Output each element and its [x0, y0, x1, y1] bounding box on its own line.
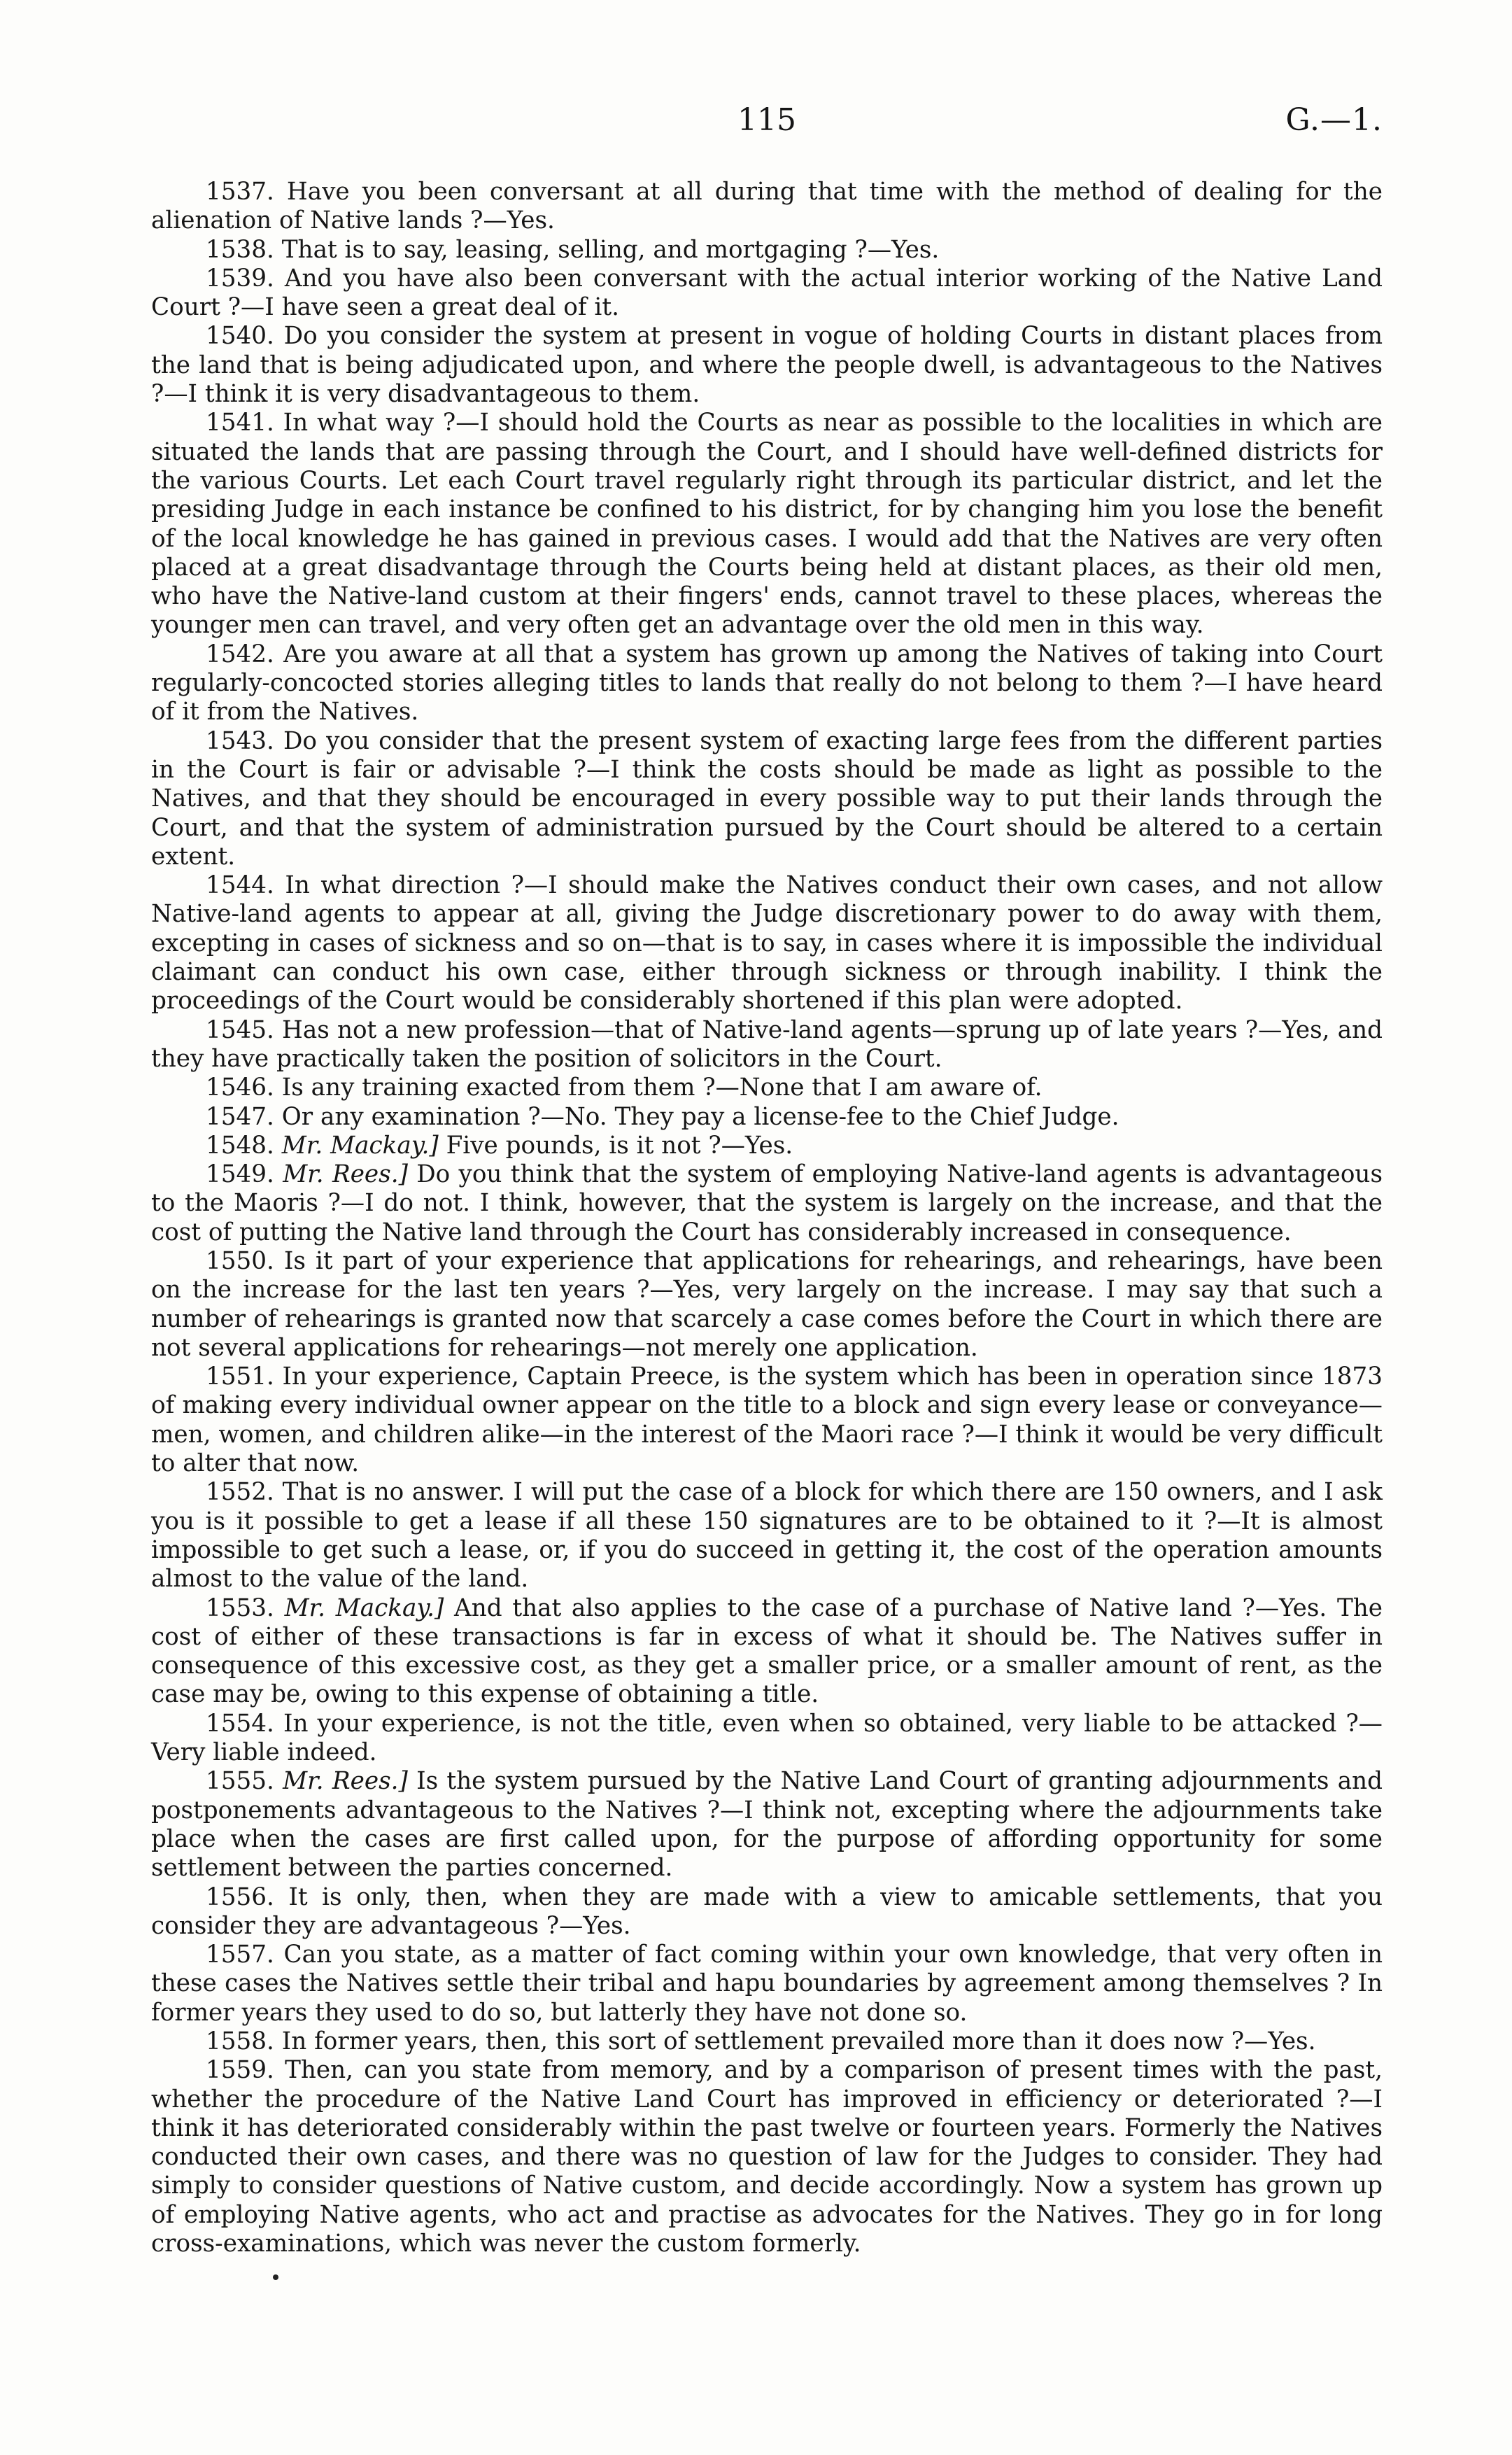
question-paragraph: [151, 1074, 1383, 1102]
question-answer-text: Then, can you state from memory, and by a comparison of present times with the past, whether the procedure of the Native Land Court has improved in efficiency or deteriorated ?—I think it has deteriorated considerably within the past twelve or fourteen years. Formerly the Natives conducted their own cases, and there was no question of law for the Judges to consider. They had simply to consider questions of Native custom, and decide accordingly. Now a system has grown up of employing Native agents, who act and practise as advocates for the Natives. They go in for long cross-examinations, which was never the custom formerly.: [151, 2056, 1383, 2258]
question-number: 1541.: [206, 409, 274, 437]
question-paragraph: [151, 1594, 1383, 1710]
speaker-label: Mr. Rees.]: [283, 1160, 408, 1189]
question-paragraph: [151, 1132, 1383, 1160]
question-number: 1551.: [206, 1363, 274, 1391]
question-paragraph: [151, 1710, 1383, 1768]
question-answer-text: Is any training exacted from them ?—None that I am aware of.: [281, 1074, 1043, 1102]
question-answer-text: Five pounds, is it not ?—Yes.: [446, 1131, 793, 1160]
question-paragraph: [151, 640, 1383, 727]
question-answer-text: Do you consider the system at present in vogue of holding Courts in distant places from the land that is being adjudicated upon, and where the people dwell, is advantageous to the Natives ?—I think it is very disadvantageous to them.: [151, 322, 1383, 409]
question-answer-text: That is to say, leasing, selling, and mortgaging ?—Yes.: [281, 235, 940, 264]
question-answer-text: Do you consider that the present system of exacting large fees from the different parties in the Court is fair or advisable ?—I think the costs should be made as light as possible to the Natives, and that they should be encouraged in every possible way to put their lands through the Court, and that the system of administration pursued by the Court should be altered to a certain extent.: [151, 726, 1383, 871]
question-answer-text: In what direction ?—I should make the Natives conduct their own cases, and not allow Native-land agents to appear at all, giving the Judge discretionary power to do away with them, excepting in cases of sickness and so on—that is to say, in cases where it is impossible the individual claimant can conduct his own case, either through sickness or through inability. I think the proceedings of the Court would be considerably shortened if this plan were adopted.: [151, 871, 1383, 1015]
question-paragraph: [151, 2056, 1383, 2258]
question-answer-text: Do you think that the system of employing Native-land agents is advantageous to the Maoris ?—I do not. I think, however, that the system is largely on the increase, and that the cost of putting the Native land through the Court has considerably increased in consequence.: [151, 1160, 1383, 1246]
question-paragraph: [151, 1160, 1383, 1247]
question-answer-text: In former years, then, this sort of settlement prevailed more than it does now ?—Yes.: [281, 2027, 1316, 2055]
speaker-label: Mr. Rees.]: [283, 1767, 408, 1796]
question-paragraph: [151, 1103, 1383, 1132]
question-number: 1537.: [206, 178, 274, 206]
question-number: 1554.: [206, 1709, 274, 1738]
question-number: 1557.: [206, 1941, 274, 1969]
question-paragraph: [151, 236, 1383, 265]
question-number: 1548.: [206, 1131, 274, 1160]
question-paragraph: [151, 1478, 1383, 1594]
question-answer-text: In your experience, is not the title, even when so obtained, very liable to be attacked ?—Very liable indeed.: [151, 1709, 1383, 1767]
question-number: 1539.: [206, 264, 274, 293]
question-answer-text: In your experience, Captain Preece, is the system which has been in operation since 1873 of making every individual owner appear on the title to a block and sign every lease or conveyance—men, women, and children alike—in the interest of the Maori race ?—I think it would be very difficult to alter that now.: [151, 1363, 1383, 1478]
question-answer-text: Is the system pursued by the Native Land Court of granting adjournments and postponements advantageous to the Natives ?—I think not, excepting where the adjournments take place when the cases are first called upon, for the purpose of affording opportunity for some settlement between the parties concerned.: [151, 1767, 1383, 1883]
question-answer-text: Or any examination ?—No. They pay a license-fee to the Chief Judge.: [281, 1102, 1119, 1131]
question-paragraph: [151, 178, 1383, 236]
question-number: 1544.: [206, 871, 274, 900]
question-paragraph: [151, 1883, 1383, 1941]
evidence-transcript: [151, 178, 1383, 2258]
page-header: [151, 102, 1383, 144]
speaker-label: Mr. Mackay.]: [281, 1131, 439, 1160]
question-number: 1542.: [206, 640, 274, 668]
question-paragraph: [151, 409, 1383, 640]
question-answer-text: It is only, then, when they are made with a view to amicable settlements, that you consider they are advantageous ?—Yes.: [151, 1883, 1383, 1940]
question-number: 1545.: [206, 1015, 274, 1044]
question-number: 1549.: [206, 1160, 274, 1189]
question-paragraph: [151, 1247, 1383, 1363]
question-paragraph: [151, 1767, 1383, 1883]
question-answer-text: Have you been conversant at all during that time with the method of dealing for the alienation of Native lands ?—Yes.: [151, 178, 1383, 235]
question-number: 1559.: [206, 2056, 274, 2085]
question-number: 1543.: [206, 726, 274, 755]
document-reference: G.—1.: [1285, 102, 1383, 138]
question-number: 1538.: [206, 235, 274, 264]
question-number: 1546.: [206, 1074, 274, 1102]
question-answer-text: Is it part of your experience that applications for rehearings, and rehearings, have been on the increase for the last ten years ?—Yes, very largely on the increase. I may say that such a number of rehearings is granted now that scarcely a case comes before the Court in which there are not several applications for rehearings—not merely one application.: [151, 1246, 1383, 1362]
question-paragraph: [151, 1016, 1383, 1074]
question-answer-text: That is no answer. I will put the case of a block for which there are 150 owners, and I ask you is it possible to get a lease if all these 150 signatures are to be obtained to it ?—It is almost impossible to get such a lease, or, if you do succeed in getting it, the cost of the operation amounts almost to the value of the land.: [151, 1478, 1383, 1594]
question-paragraph: [151, 727, 1383, 871]
question-answer-text: Are you aware at all that a system has grown up among the Natives of taking into Court regularly-concocted stories alleging titles to lands that really do not belong to them ?—I have heard of it from the Natives.: [151, 640, 1383, 726]
question-answer-text: And that also applies to the case of a purchase of Native land ?—Yes. The cost of either of these transactions is far in excess of what it should be. The Natives suffer in consequence of this excessive cost, as they get a smaller price, or a smaller amount of rent, as the case may be, owing to this expense of obtaining a title.: [151, 1594, 1383, 1709]
question-number: 1558.: [206, 2027, 274, 2055]
question-answer-text: Has not a new profession—that of Native-land agents—sprung up of late years ?—Yes, and they have practically taken the position of solicitors in the Court.: [151, 1015, 1383, 1073]
question-number: 1553.: [206, 1594, 274, 1622]
question-paragraph: [151, 1363, 1383, 1478]
question-paragraph: [151, 322, 1383, 409]
question-number: 1555.: [206, 1767, 274, 1796]
ink-speck: [273, 2274, 278, 2280]
question-number: 1556.: [206, 1883, 274, 1911]
question-paragraph: [151, 1941, 1383, 2027]
question-number: 1547.: [206, 1102, 274, 1131]
question-paragraph: [151, 265, 1383, 323]
page-number: 115: [737, 102, 796, 138]
question-number: 1550.: [206, 1246, 274, 1275]
question-number: 1552.: [206, 1478, 274, 1507]
speaker-label: Mr. Mackay.]: [284, 1594, 444, 1622]
question-paragraph: [151, 871, 1383, 1015]
question-number: 1540.: [206, 322, 274, 351]
question-answer-text: In what way ?—I should hold the Courts as near as possible to the localities in which are situated the lands that are passing through the Court, and I should have well-defined districts for the various Courts. Let each Court travel regularly right through its particular district, and let the presiding Judge in each instance be confined to his district, for by changing him you lose the benefit of the local knowledge he has gained in previous cases. I would add that the Natives are very often placed at a great disadvantage through the Courts being held at distant places, as their old men, who have the Native-land custom at their fingers' ends, cannot travel to these places, whereas the younger men can travel, and very often get an advantage over the old men in this way.: [151, 409, 1383, 640]
question-answer-text: Can you state, as a matter of fact coming within your own knowledge, that very often in these cases the Natives settle their tribal and hapu boundaries by agreement among themselves ? In former years they used to do so, but latterly they have not done so.: [151, 1941, 1383, 2027]
question-answer-text: And you have also been conversant with the actual interior working of the Native Land Court ?—I have seen a great deal of it.: [151, 264, 1383, 322]
question-paragraph: [151, 2027, 1383, 2056]
